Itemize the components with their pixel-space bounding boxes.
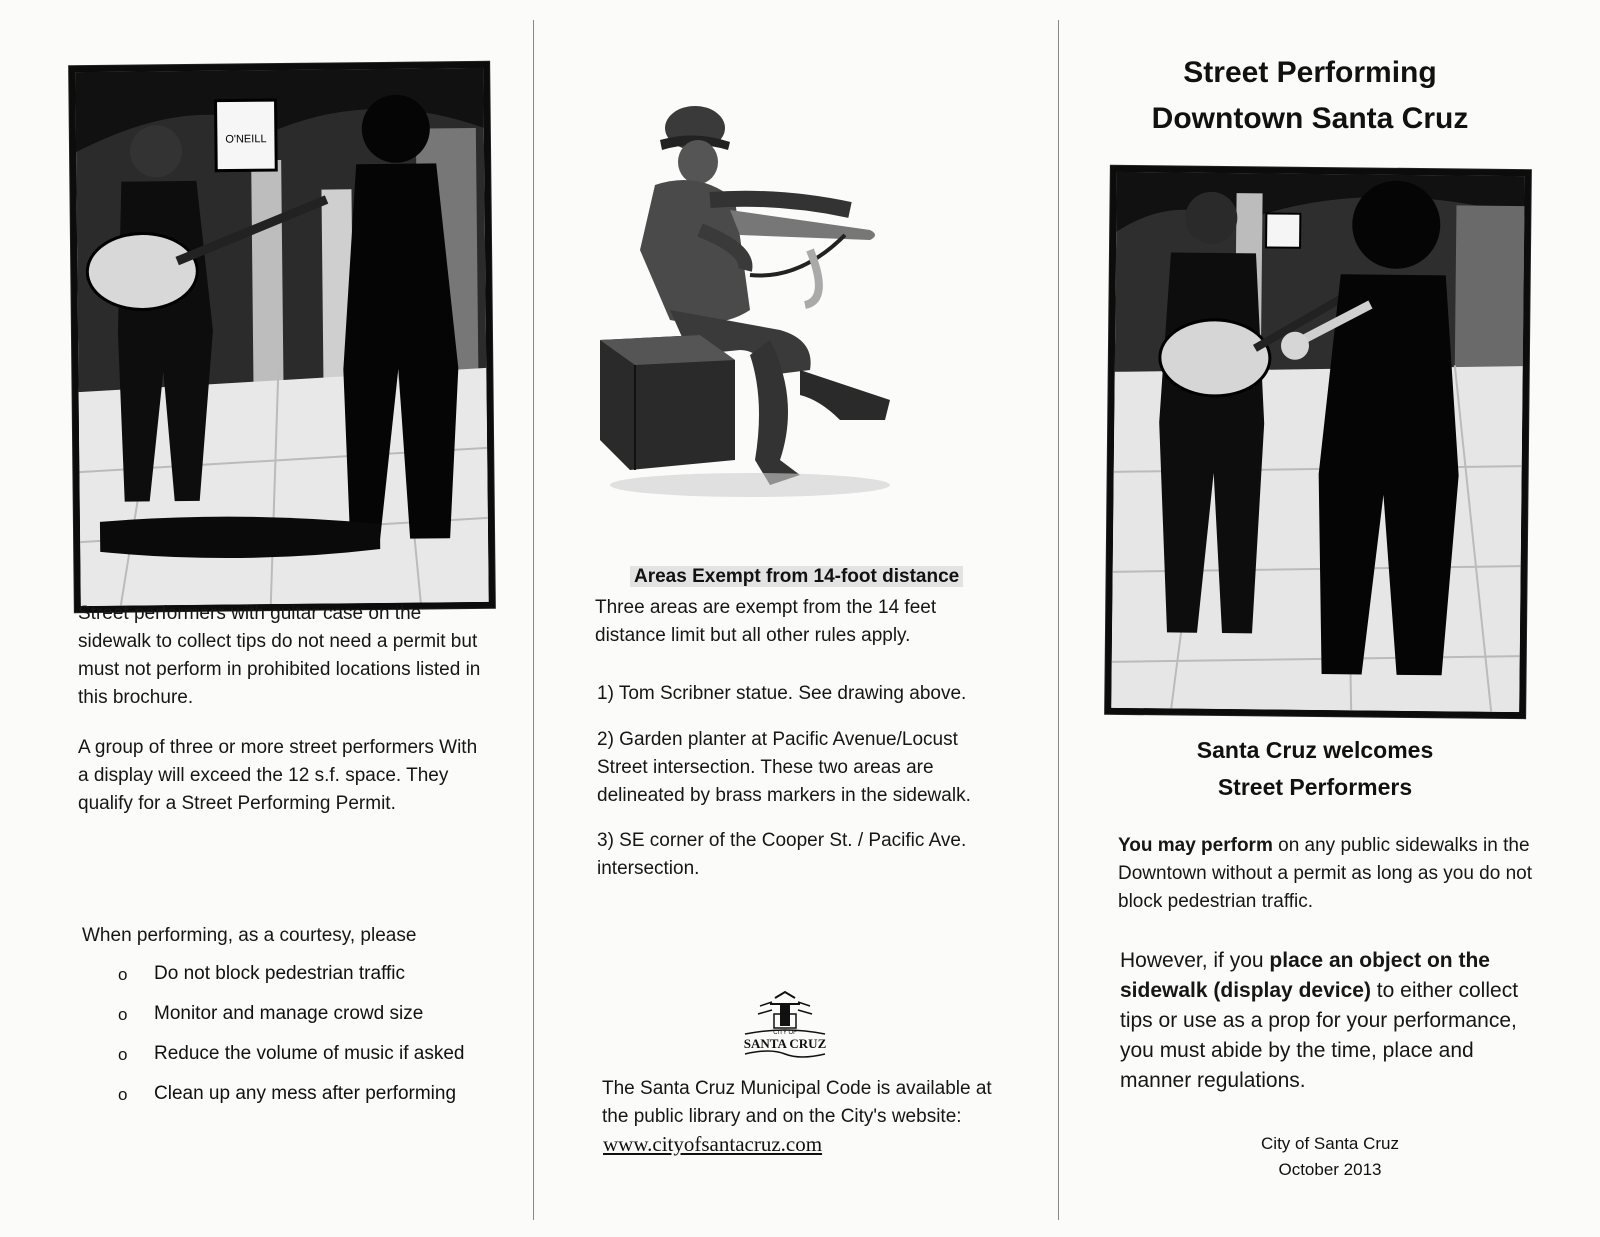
perform-bold: You may perform bbox=[1118, 835, 1273, 856]
exempt-item: 2) Garden planter at Pacific Avenue/Locust Street intersection. These two areas are delineated by brass markers in the sidewalk. bbox=[597, 729, 971, 806]
exempt-item: 1) Tom Scribner statue. See drawing above. bbox=[597, 683, 967, 704]
guitar-trumpet-photo-graphic bbox=[1111, 172, 1525, 712]
municipal-code-text: The Santa Cruz Municipal Code is available at the public library and on the City's website: bbox=[602, 1078, 992, 1127]
lighthouse-logo-icon bbox=[730, 990, 840, 1060]
violinist-statue-drawing bbox=[600, 100, 920, 520]
courtesy-item-text: Monitor and manage crowd size bbox=[154, 1003, 424, 1024]
violinist-statue-graphic bbox=[600, 100, 920, 520]
bullet-marker: o bbox=[118, 1085, 128, 1104]
however-bold: place an object on the sidewalk (display device) bbox=[1120, 949, 1490, 1002]
perform-paragraph bbox=[1118, 832, 1536, 916]
brochure-title-line2: Downtown Santa Cruz bbox=[1151, 102, 1469, 135]
photo-sign-text: O'NEILL bbox=[225, 133, 267, 146]
exempt-heading-wrap bbox=[630, 566, 963, 588]
fold-line-left bbox=[533, 20, 534, 1220]
exempt-heading: Areas Exempt from 14-foot distance bbox=[630, 566, 963, 587]
guitar-caption: Street performers with guitar case on the sidewalk to collect tips do not need a permit but must not perform in prohibited locations listed in this brochure. bbox=[78, 603, 481, 708]
welcome-line1: Santa Cruz welcomes bbox=[1196, 737, 1434, 763]
courtesy-item-text: Do not block pedestrian traffic bbox=[154, 963, 406, 984]
brochure-title-line1: Street Performing bbox=[1183, 56, 1437, 89]
however-rest: to either collect tips or use as a prop for your performance, you must abide by the time, place and manner regulations. bbox=[1120, 979, 1519, 1092]
courtesy-item-text: Reduce the volume of music if asked bbox=[154, 1043, 465, 1064]
logo-name-text: SANTA CRUZ bbox=[743, 1036, 827, 1051]
guitar-performers-photo bbox=[69, 62, 495, 612]
courtesy-intro: When performing, as a courtesy, please bbox=[82, 925, 417, 946]
exempt-intro: Three areas are exempt from the 14 feet distance limit but all other rules apply. bbox=[595, 597, 937, 646]
bullet-marker: o bbox=[118, 1005, 128, 1024]
city-of-santa-cruz-logo bbox=[730, 990, 840, 1060]
welcome-line2: Street Performers bbox=[1217, 774, 1413, 800]
city-website-link[interactable]: www.cityofsantacruz.com bbox=[603, 1132, 823, 1156]
guitar-trumpet-performers-photo bbox=[1105, 166, 1531, 718]
however-pre: However, if you bbox=[1120, 949, 1270, 972]
courtesy-item-text: Clean up any mess after performing bbox=[154, 1083, 457, 1104]
logo-small-text: CITY OF bbox=[773, 1030, 797, 1036]
bullet-marker: o bbox=[118, 965, 128, 984]
perform-rest: on any public sidewalks in the Downtown without a permit as long as you do not block pedestrian traffic. bbox=[1118, 835, 1533, 912]
bullet-marker: o bbox=[118, 1045, 128, 1064]
display-device-paragraph bbox=[1120, 946, 1530, 1096]
guitar-performers-photo-graphic bbox=[75, 68, 489, 606]
footer-org: City of Santa Cruz bbox=[1261, 1134, 1399, 1153]
exempt-item: 3) SE corner of the Cooper St. / Pacific Ave. intersection. bbox=[597, 830, 967, 879]
group-permit-text: A group of three or more street performers With a display will exceed the 12 s.f. space. They qualify for a Street Performing Permit. bbox=[78, 737, 478, 814]
fold-line-right bbox=[1058, 20, 1059, 1220]
footer-date: October 2013 bbox=[1278, 1160, 1382, 1179]
